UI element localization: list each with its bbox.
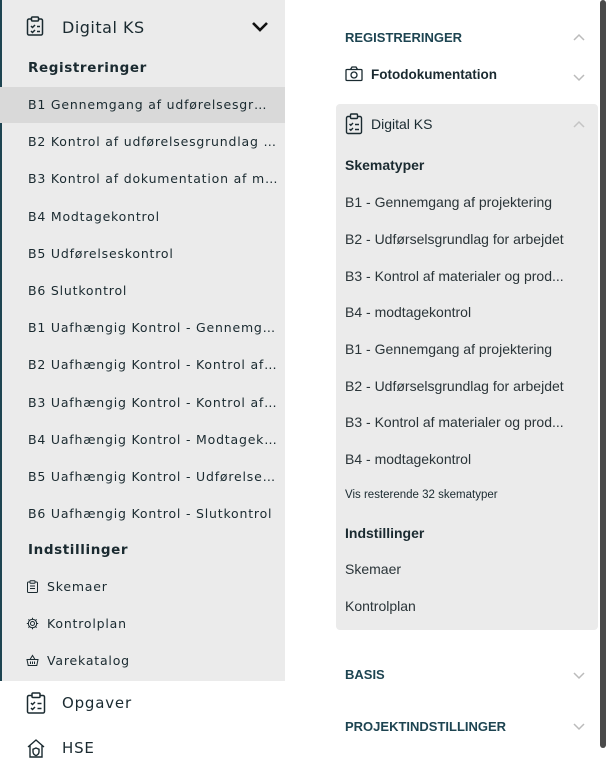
registrering-item[interactable]: B2 Kontrol af udførelsesgrundlag … xyxy=(28,134,277,149)
skematype-item[interactable]: B1 - Gennemgang af projektering xyxy=(345,194,553,210)
section-registreringer: Registreringer xyxy=(28,60,147,76)
registrering-item[interactable]: B3 Kontrol af dokumentation af m… xyxy=(28,171,279,186)
digital-ks-card-header[interactable] xyxy=(345,113,432,135)
group-projektindstillinger[interactable]: PROJEKTINDSTILLINGER xyxy=(345,719,507,734)
registrering-item[interactable]: B3 Uafhængig Kontrol - Kontrol af… xyxy=(28,395,278,410)
left-nav-panel xyxy=(0,0,285,777)
skematype-item[interactable]: B3 - Kontrol af materialer og prod... xyxy=(345,414,564,430)
clipboard-list-icon xyxy=(345,113,363,135)
show-more-link[interactable]: Vis resterende 32 skematyper xyxy=(345,489,498,501)
registrering-item[interactable]: B1 Uafhængig Kontrol - Gennemg… xyxy=(28,320,276,335)
registrering-item[interactable]: B4 Modtagekontrol xyxy=(28,209,160,224)
skematype-item[interactable]: B3 - Kontrol af materialer og prod... xyxy=(345,268,564,284)
registrering-item[interactable]: B1 Gennemgang af udførelsesgr… xyxy=(0,87,285,123)
digital-ks-header[interactable] xyxy=(0,5,285,47)
chevron-up-icon[interactable] xyxy=(572,32,586,42)
settings-item-label: Kontrolplan xyxy=(47,616,127,631)
digital-ks-card-title: Digital KS xyxy=(371,116,433,132)
registrering-item[interactable]: B6 Uafhængig Kontrol - Slutkontrol xyxy=(28,506,273,521)
skematype-item[interactable]: B2 - Udførselsgrundlag for arbejdet xyxy=(345,231,564,247)
chevron-down-icon[interactable] xyxy=(250,20,270,34)
chevron-down-icon[interactable] xyxy=(572,670,586,680)
camera-icon xyxy=(345,66,363,82)
registrering-item[interactable]: B2 Uafhængig Kontrol - Kontrol af… xyxy=(28,357,278,372)
skematype-item[interactable]: B4 - modtagekontrol xyxy=(345,304,472,320)
section-skematyper: Skematyper xyxy=(345,157,425,173)
gear-icon xyxy=(26,617,39,630)
group-registreringer[interactable]: REGISTRERINGER xyxy=(345,30,463,45)
clipboard-icon xyxy=(26,580,39,593)
skematype-item[interactable]: B2 - Udførselsgrundlag for arbejdet xyxy=(345,378,564,394)
house-shield-icon xyxy=(26,737,46,759)
skematype-item[interactable]: B4 - modtagekontrol xyxy=(345,451,472,467)
chevron-down-icon[interactable] xyxy=(572,72,586,82)
scrollbar[interactable] xyxy=(600,0,606,748)
nav-item-hse[interactable] xyxy=(26,737,95,759)
clipboard-list-icon xyxy=(26,692,46,714)
section-indstillinger-right: Indstillinger xyxy=(345,525,425,541)
nav-item-label: Opgaver xyxy=(62,694,132,712)
registrering-item[interactable]: B5 Uafhængig Kontrol - Udførelse… xyxy=(28,469,276,484)
digital-ks-card xyxy=(336,104,598,630)
fotodokumentation-label: Fotodokumentation xyxy=(371,66,497,82)
settings-item-skemaer[interactable] xyxy=(26,579,108,594)
settings-item-kontrolplan[interactable] xyxy=(26,616,127,631)
section-indstillinger: Indstillinger xyxy=(28,542,129,558)
group-basis[interactable]: BASIS xyxy=(345,667,385,682)
setting-item-kontrolplan[interactable]: Kontrolplan xyxy=(345,598,416,614)
nav-item-opgaver[interactable] xyxy=(26,692,132,714)
registrering-item[interactable]: B5 Udførelseskontrol xyxy=(28,246,174,261)
item-fotodokumentation[interactable] xyxy=(345,66,497,82)
registrering-item[interactable]: B6 Slutkontrol xyxy=(28,283,128,298)
setting-item-skemaer[interactable]: Skemaer xyxy=(345,561,402,577)
settings-item-label: Varekatalog xyxy=(47,653,130,668)
settings-item-varekatalog[interactable] xyxy=(26,653,130,668)
basket-icon xyxy=(26,654,39,667)
chevron-up-icon[interactable] xyxy=(572,119,586,129)
bottom-nav xyxy=(0,681,285,777)
chevron-down-icon[interactable] xyxy=(572,721,586,731)
clipboard-list-icon xyxy=(26,16,44,36)
settings-item-label: Skemaer xyxy=(47,579,108,594)
nav-item-label: HSE xyxy=(62,739,95,757)
skematype-item[interactable]: B1 - Gennemgang af projektering xyxy=(345,341,553,357)
registrering-item[interactable]: B4 Uafhængig Kontrol - Modtagek… xyxy=(28,432,278,447)
digital-ks-title: Digital KS xyxy=(62,18,145,37)
